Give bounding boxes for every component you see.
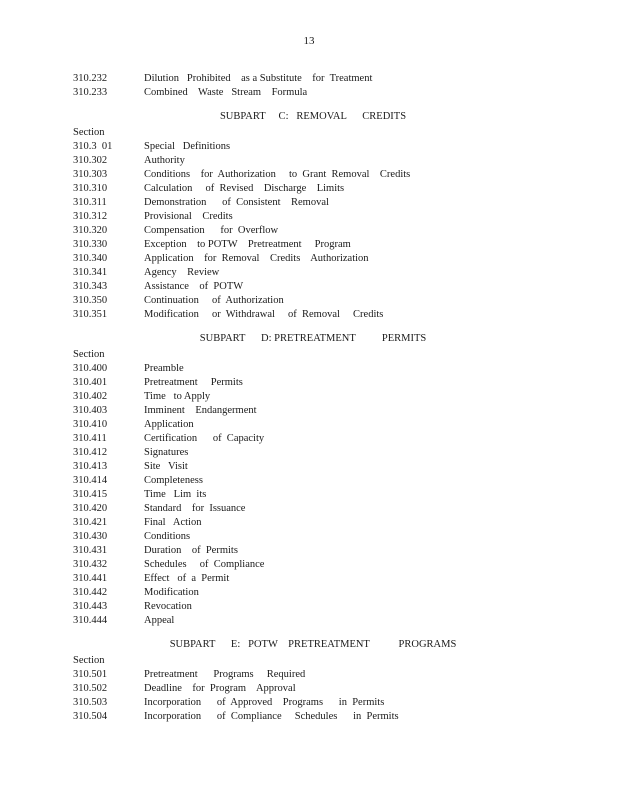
section-number: 310.312 [73,211,108,222]
page-number: 13 [303,35,315,47]
toc-row [73,710,553,724]
section-title: Assistance of POTW [144,281,244,292]
subpart-e [73,638,553,724]
section-title: Duration of Permits [144,545,238,556]
section-number: 310.443 [73,601,108,612]
section-number: 310.414 [73,475,108,486]
toc-row [73,682,553,696]
section-title: Dilution Prohibited as a Substitute for Treatment [144,73,373,84]
toc-row [73,154,553,168]
section-number: 310.303 [73,169,108,180]
subpart-heading: SUBPART C: REMOVAL CREDITS [219,111,407,122]
section-column-label: Section [73,655,105,666]
toc-row [73,696,553,710]
section-title: Conditions [144,531,191,542]
section-title: Effect of a Permit [144,573,230,584]
section-number: 310.403 [73,405,108,416]
toc-row [73,72,553,86]
toc-row [73,280,553,294]
section-number: 310.302 [73,155,108,166]
subpart-d [73,332,553,628]
toc-row [73,530,553,544]
section-title: Application for Removal Credits Authorization [144,253,369,264]
section-number: 310.341 [73,267,108,278]
section-title: Modification [144,587,199,598]
section-number: 310.410 [73,419,108,430]
toc-row [73,238,553,252]
subpart-c [73,110,553,322]
subpart-heading: SUBPART D: PRETREATMENT PERMITS [199,333,427,344]
section-title: Continuation of Authorization [144,295,284,306]
table-of-contents [73,72,553,724]
toc-row [73,252,553,266]
intro-rows [73,72,553,100]
toc-row [73,544,553,558]
section-title: Pretreatment Permits [144,377,243,388]
section-number: 310.310 [73,183,108,194]
toc-row [73,294,553,308]
section-number: 310.233 [73,87,108,98]
section-number: 310.330 [73,239,108,250]
section-title: Standard for Issuance [144,503,246,514]
section-title: Schedules of Compliance [144,559,265,570]
toc-row [73,668,553,682]
section-column-label: Section [73,127,105,138]
section-number: 310.413 [73,461,108,472]
toc-row [73,600,553,614]
section-number: 310.402 [73,391,108,402]
section-number: 310.420 [73,503,108,514]
toc-row [73,446,553,460]
section-number: 310.232 [73,73,108,84]
toc-row [73,86,553,100]
subpart-heading: SUBPART E: POTW PRETREATMENT PROGRAMS [169,639,457,650]
section-title: Incorporation of Approved Programs in Permits [144,697,385,708]
toc-row [73,474,553,488]
section-number: 310.431 [73,545,108,556]
section-number: 310.3 01 [73,141,113,152]
section-title: Combined Waste Stream Formula [144,87,308,98]
section-number: 310.503 [73,697,108,708]
section-title: Site Visit [144,461,188,472]
section-title: Calculation of Revised Discharge Limits [144,183,345,194]
section-title: Time Lim its [144,489,207,500]
toc-row [73,516,553,530]
section-number: 310.430 [73,531,108,542]
section-number: 310.311 [73,197,107,208]
section-number: 310.502 [73,683,108,694]
section-title: Time to Apply [144,391,211,402]
toc-row [73,266,553,280]
toc-row [73,196,553,210]
section-title: Agency Review [144,267,220,278]
section-number: 310.350 [73,295,108,306]
toc-row [73,502,553,516]
section-number: 310.421 [73,517,108,528]
section-number: 310.501 [73,669,108,680]
section-number: 310.415 [73,489,108,500]
toc-row [73,224,553,238]
section-column-label: Section [73,349,105,360]
toc-row [73,390,553,404]
section-number: 310.442 [73,587,108,598]
section-number: 310.340 [73,253,108,264]
section-number: 310.504 [73,711,108,722]
toc-row [73,140,553,154]
section-number: 310.320 [73,225,108,236]
section-title: Provisional Credits [144,211,233,222]
section-title: Signatures [144,447,189,458]
toc-row [73,614,553,628]
section-title: Certification of Capacity [144,433,265,444]
section-title: Imminent Endangerment [144,405,257,416]
toc-row [73,168,553,182]
section-title: Pretreatment Programs Required [144,669,306,680]
section-number: 310.343 [73,281,108,292]
section-title: Completeness [144,475,203,486]
section-title: Authority [144,155,185,166]
section-title: Incorporation of Compliance Schedules in Permits [144,711,399,722]
section-number: 310.412 [73,447,108,458]
section-title: Deadline for Program Approval [144,683,296,694]
section-title: Modification or Withdrawal of Removal Credits [144,309,384,320]
section-title: Appeal [144,615,175,626]
section-title: Conditions for Authorization to Grant Removal Credits [144,169,411,180]
section-title: Application [144,419,194,430]
section-number: 310.351 [73,309,108,320]
toc-row [73,308,553,322]
section-number: 310.400 [73,363,108,374]
toc-row [73,432,553,446]
toc-row [73,362,553,376]
section-number: 310.432 [73,559,108,570]
section-title: Exception to POTW Pretreatment Program [144,239,351,250]
section-title: Revocation [144,601,192,612]
section-title: Compensation for Overflow [144,225,279,236]
toc-row [73,488,553,502]
section-title: Final Action [144,517,202,528]
toc-row [73,210,553,224]
section-number: 310.401 [73,377,108,388]
section-title: Preamble [144,363,184,374]
toc-row [73,558,553,572]
section-title: Demonstration of Consistent Removal [144,197,329,208]
toc-row [73,418,553,432]
section-number: 310.411 [73,433,107,444]
section-title: Special Definitions [144,141,231,152]
toc-row [73,182,553,196]
toc-row [73,376,553,390]
section-number: 310.441 [73,573,108,584]
section-number: 310.444 [73,615,108,626]
toc-row [73,404,553,418]
toc-row [73,460,553,474]
toc-row [73,586,553,600]
toc-row [73,572,553,586]
